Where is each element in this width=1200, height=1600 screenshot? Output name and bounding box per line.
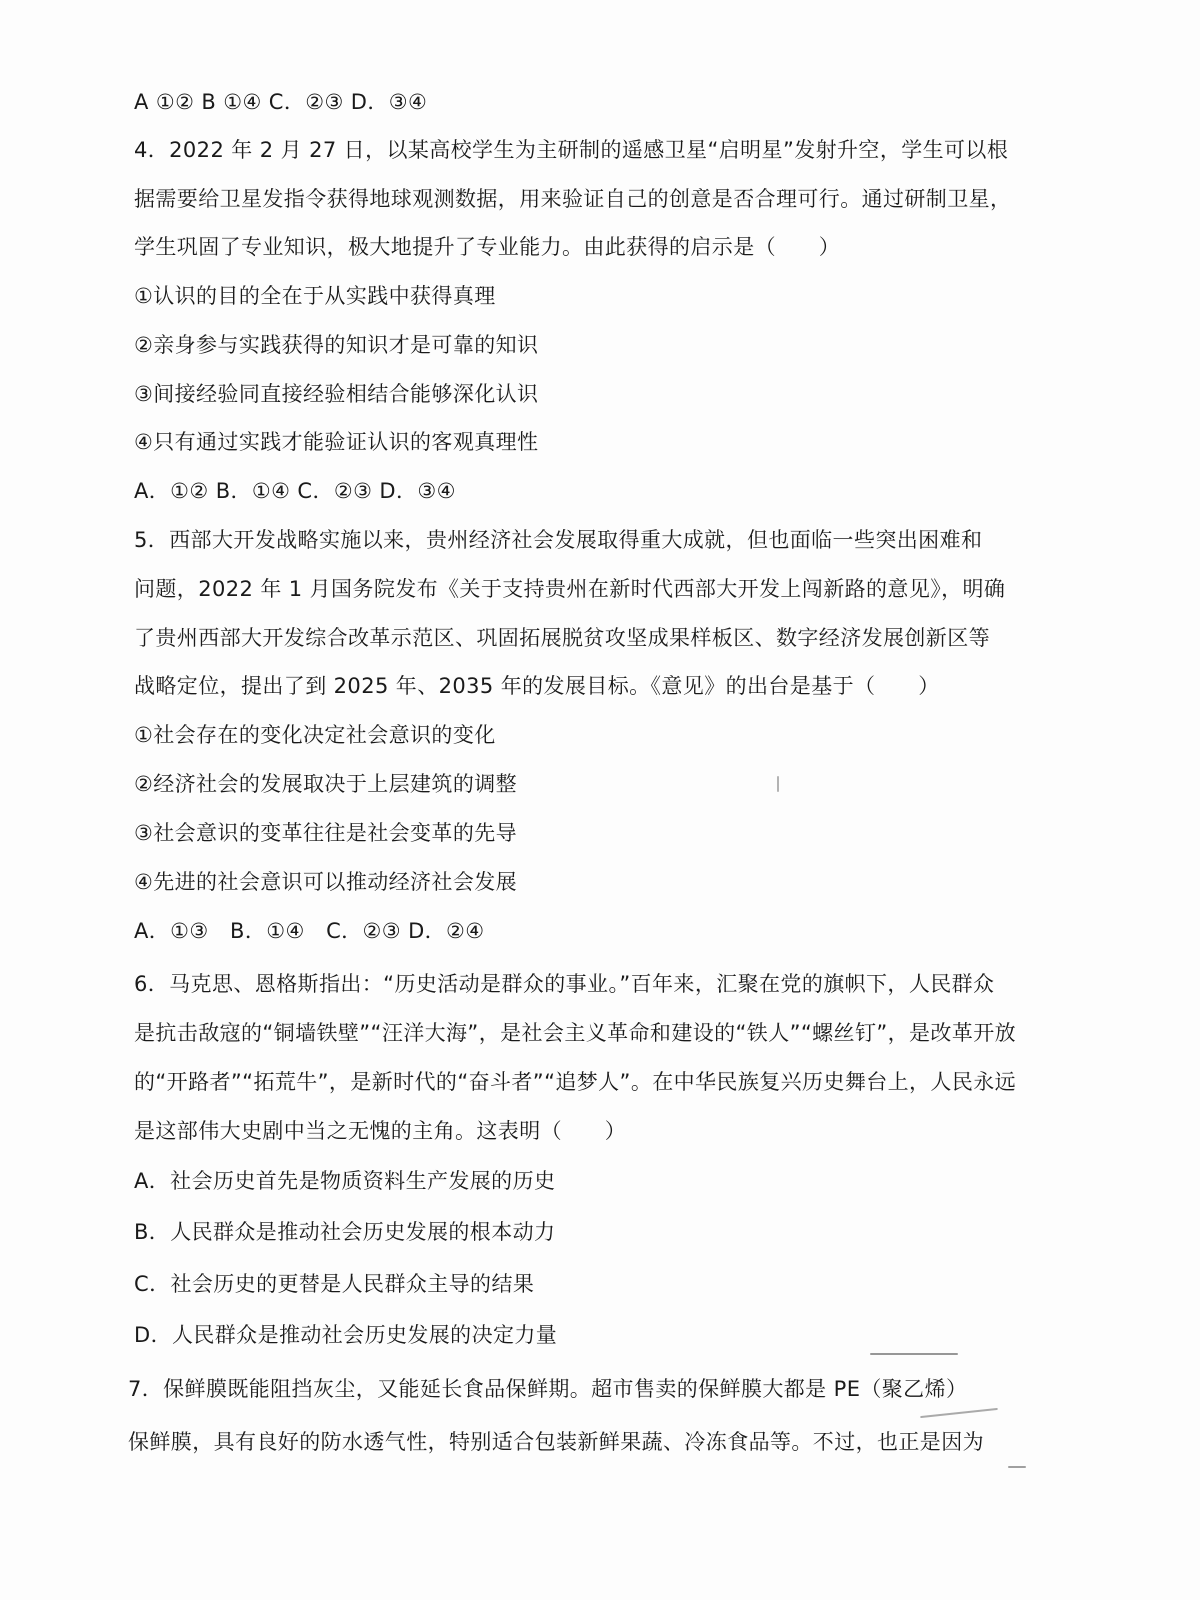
question-6-option-a: A．社会历史首先是物质资料生产发展的历史: [134, 1169, 556, 1193]
question-6-option-d: D．人民群众是推动社会历史发展的决定力量: [134, 1323, 558, 1347]
question-6-option-c: C．社会历史的更替是人民群众主导的结果: [134, 1272, 535, 1296]
question-6-option-b: B．人民群众是推动社会历史发展的根本动力: [134, 1220, 556, 1244]
question-4-option-1: ①认识的目的全在于从实践中获得真理: [134, 284, 496, 308]
question-6-line-4: 是这部伟大史剧中当之无愧的主角。这表明（ ）: [134, 1119, 627, 1143]
question-5-option-4: ④先进的社会意识可以推动经济社会发展: [134, 870, 518, 894]
question-4-line-3: 学生巩固了专业知识，极大地提升了专业能力。由此获得的启示是（ ）: [134, 235, 841, 259]
question-7-line-2: 保鲜膜，具有良好的防水透气性，特别适合包装新鲜果蔬、冷冻食品等。不过，也正是因为: [128, 1430, 984, 1454]
question-7-line-1: 7．保鲜膜既能阻挡灰尘，又能延长食品保鲜期。超市售卖的保鲜膜大都是 PE（聚乙烯）: [128, 1377, 968, 1401]
scan-mark: [777, 776, 779, 792]
question-6-line-1: 6．马克思、恩格斯指出：“历史活动是群众的事业。”百年来，汇聚在党的旗帜下，人民群众: [134, 972, 995, 996]
question-5-line-4: 战略定位，提出了到 2025 年、2035 年的发展目标。《意见》的出台是基于（ ）: [134, 674, 940, 698]
question-6-line-3: 的“开路者”“拓荒牛”，是新时代的“奋斗者”“追梦人”。在中华民族复兴历史舞台上，人民永远: [134, 1070, 1017, 1094]
question-4-option-2: ②亲身参与实践获得的知识才是可靠的知识: [134, 333, 539, 357]
scan-mark: [1008, 1466, 1026, 1468]
scan-mark: [870, 1353, 958, 1355]
question-5-option-1: ①社会存在的变化决定社会意识的变化: [134, 723, 496, 747]
question-5-option-2: ②经济社会的发展取决于上层建筑的调整: [134, 772, 518, 796]
question-5-option-3: ③社会意识的变革往往是社会变革的先导: [134, 821, 518, 845]
answer-options-q3: A ①② B ①④ C．②③ D．③④: [134, 90, 428, 114]
question-4-option-3: ③间接经验同直接经验相结合能够深化认识: [134, 382, 539, 406]
question-4-line-2: 据需要给卫星发指令获得地球观测数据，用来验证自己的创意是否合理可行。通过研制卫星，: [134, 187, 1012, 211]
question-5-line-1: 5．西部大开发战略实施以来，贵州经济社会发展取得重大成就，但也面临一些突出困难和: [134, 528, 983, 552]
answer-options-q4: A．①② B．①④ C．②③ D．③④: [134, 479, 456, 503]
question-4-option-4: ④只有通过实践才能验证认识的客观真理性: [134, 430, 539, 454]
question-5-line-2: 问题，2022 年 1 月国务院发布《关于支持贵州在新时代西部大开发上闯新路的意见》，明确: [134, 577, 1006, 601]
answer-options-q5: A．①③ B．①④ C．②③ D．②④: [134, 919, 485, 943]
question-6-line-2: 是抗击敌寇的“铜墙铁壁”“汪洋大海”，是社会主义革命和建设的“铁人”“螺丝钉”，是改革开放: [134, 1021, 1017, 1045]
question-4-line-1: 4．2022 年 2 月 27 日，以某高校学生为主研制的遥感卫星“启明星”发射升空，学生可以根: [134, 138, 1009, 162]
scan-mark: [920, 1408, 998, 1418]
question-5-line-3: 了贵州西部大开发综合改革示范区、巩固拓展脱贫攻坚成果样板区、数字经济发展创新区等: [134, 626, 990, 650]
